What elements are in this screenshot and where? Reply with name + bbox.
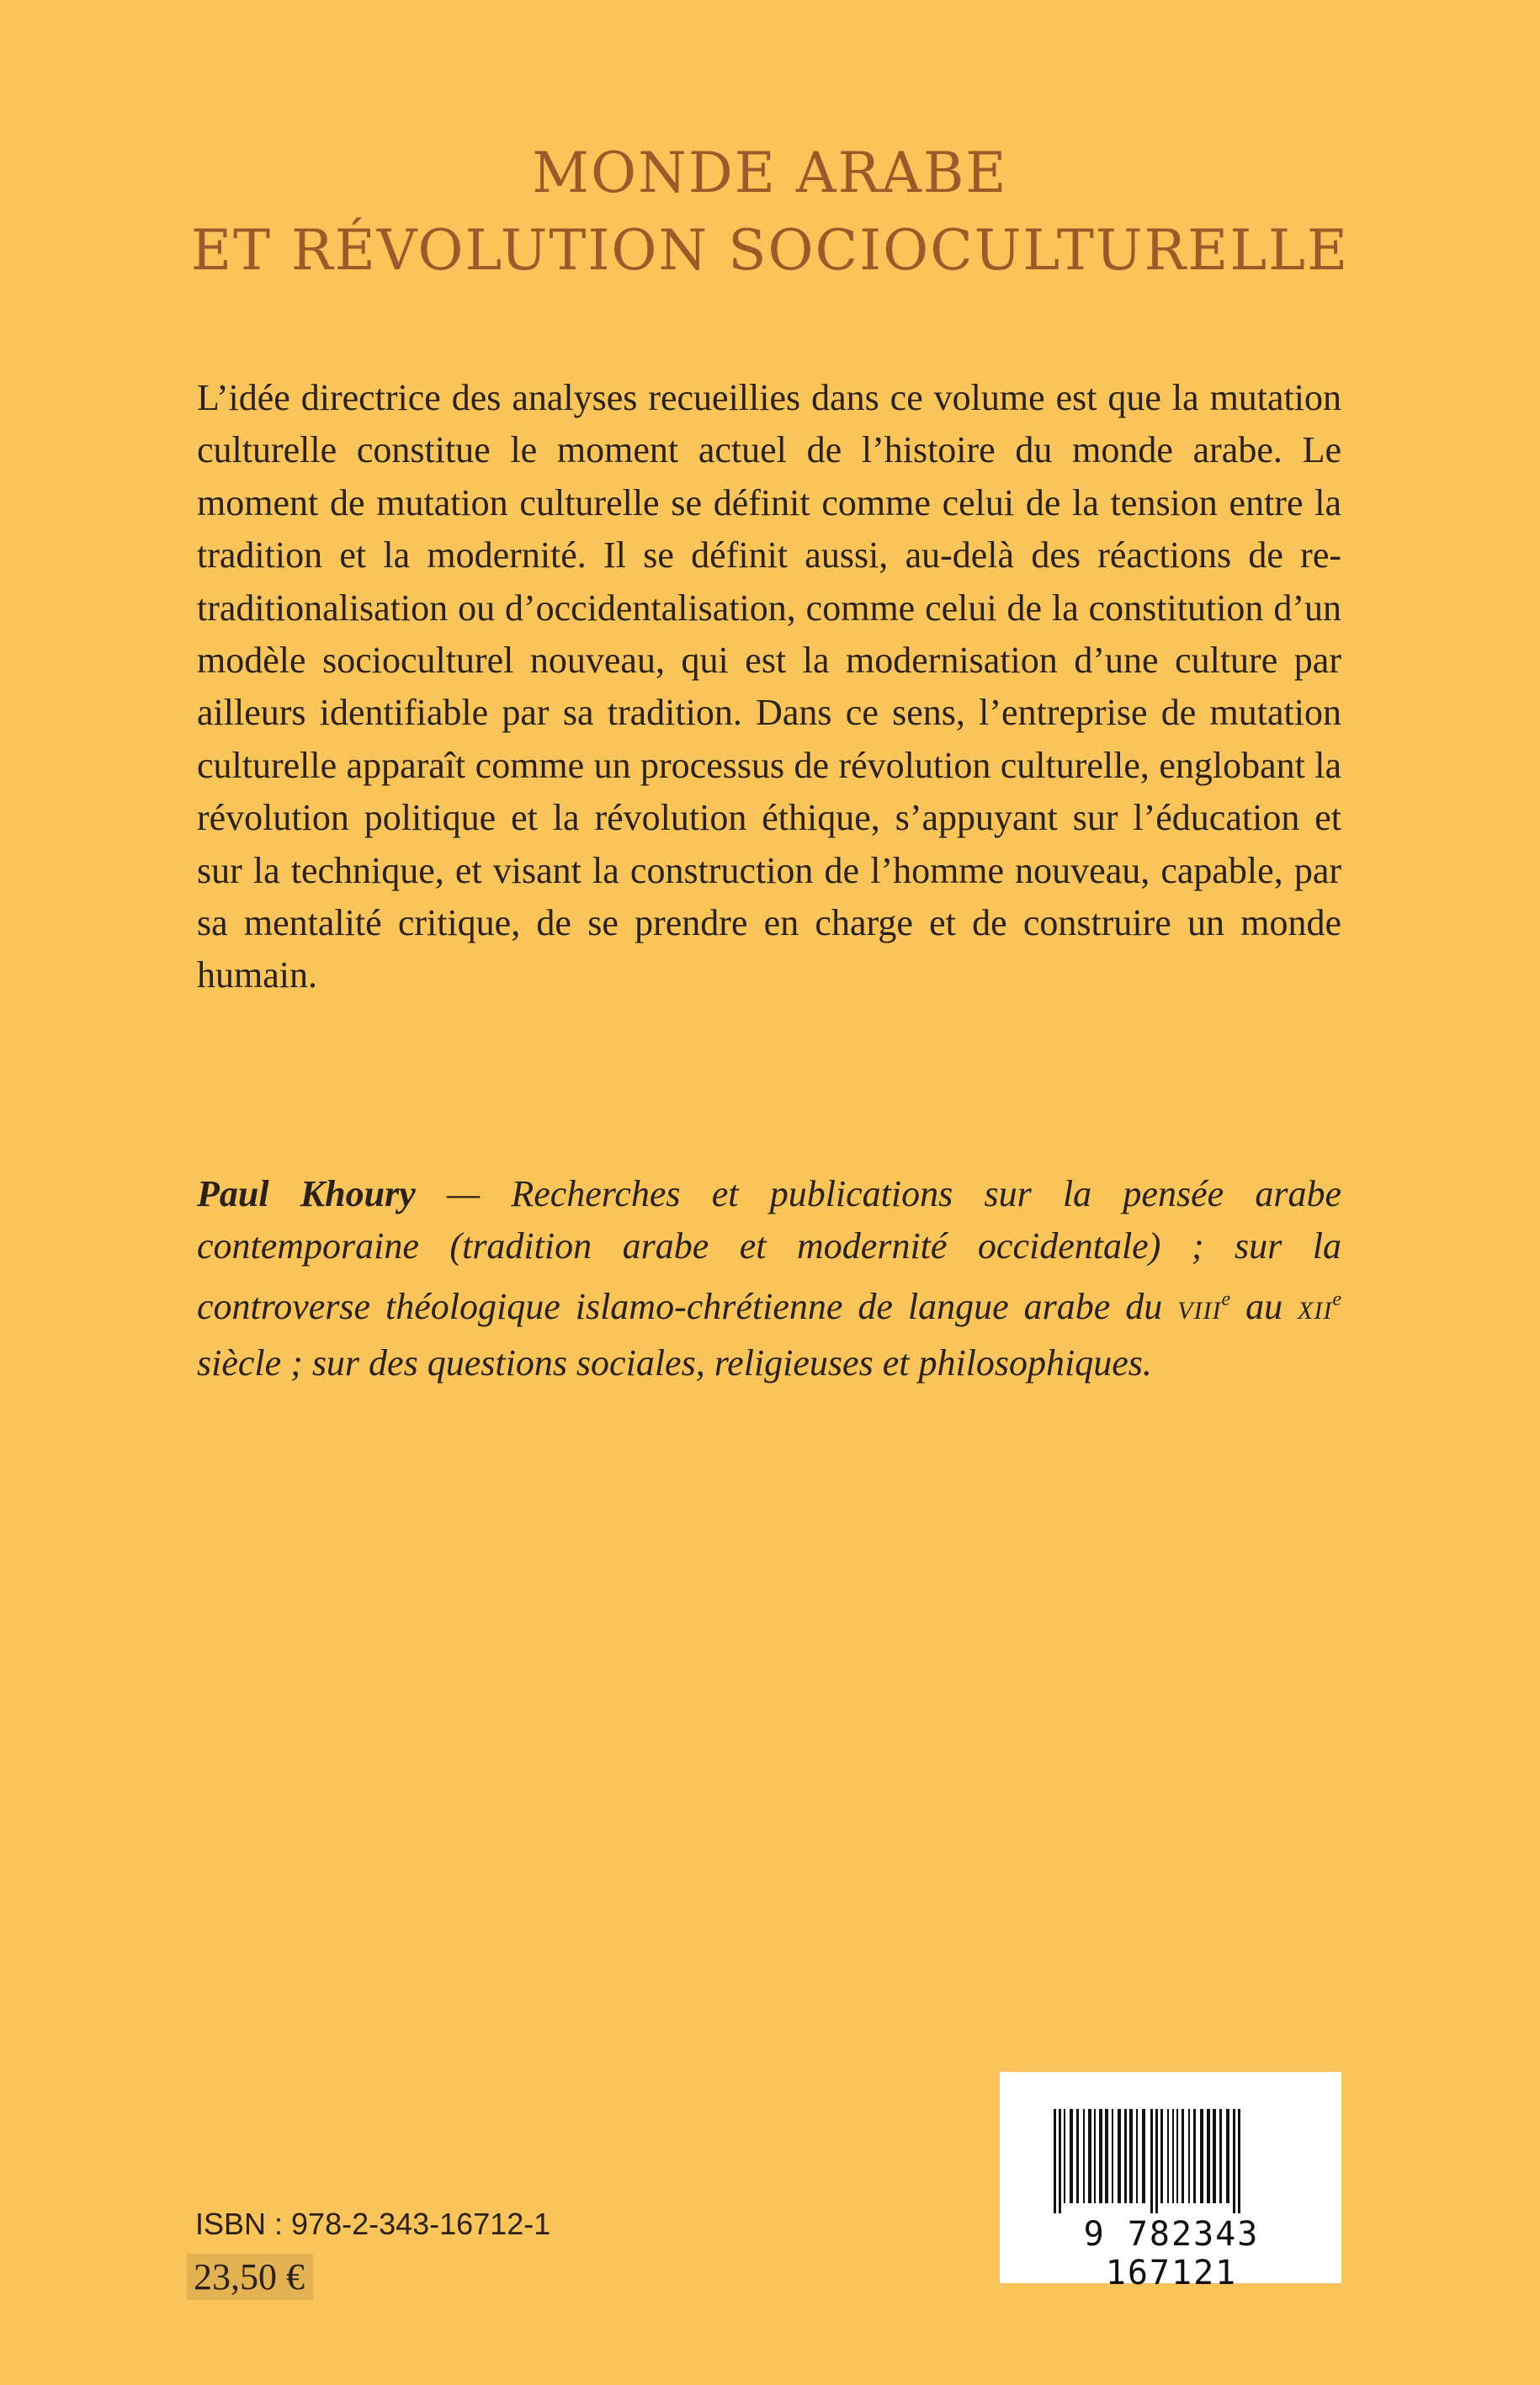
- century-xii-suffix: e: [1332, 1288, 1341, 1310]
- barcode-bar: [1167, 2109, 1169, 2203]
- barcode-bar: [1136, 2109, 1138, 2203]
- barcode-bar: [1118, 2109, 1121, 2203]
- barcode-bar: [1193, 2109, 1196, 2203]
- author-name: Paul Khoury: [197, 1173, 416, 1214]
- barcode-bar: [1207, 2109, 1210, 2203]
- barcode-bar: [1054, 2109, 1056, 2213]
- barcode-bar: [1176, 2109, 1178, 2203]
- author-bio-text-1: Recherches et publications sur la pensée arabe contemporaine (tradition arabe et modernité occidentale) ; sur la controverse théologique islamo-chrétienne de langue arabe du: [197, 1173, 1342, 1327]
- barcode-bar: [1099, 2109, 1102, 2203]
- barcode-bar: [1064, 2109, 1065, 2203]
- barcode-bar: [1129, 2109, 1133, 2203]
- barcode-bar: [1226, 2109, 1229, 2203]
- barcode-bar: [1188, 2109, 1190, 2203]
- isbn: ISBN : 978-2-343-16712-1: [195, 2207, 551, 2241]
- barcode-bar: [1076, 2109, 1079, 2203]
- barcode-bar: [1200, 2109, 1203, 2203]
- barcode-bar: [1088, 2109, 1091, 2203]
- barcode-bar: [1124, 2109, 1127, 2203]
- barcode-bar: [1059, 2109, 1061, 2213]
- barcode-bar: [1070, 2109, 1073, 2203]
- back-cover-blurb: [197, 372, 1341, 1002]
- barcode-bar: [1142, 2109, 1145, 2203]
- barcode-bar: [1150, 2109, 1153, 2213]
- barcode-bar: [1160, 2109, 1163, 2203]
- author-bio: [197, 1168, 1341, 1390]
- author-dash: —: [415, 1173, 512, 1214]
- barcode-bar: [1155, 2109, 1158, 2213]
- barcode-bar: [1238, 2109, 1240, 2213]
- century-xii: XII: [1298, 1296, 1333, 1325]
- barcode-digits: 9 782343 167121: [1083, 2215, 1260, 2292]
- barcode-bar: [1083, 2109, 1085, 2203]
- author-bio-text-2: au: [1230, 1285, 1298, 1327]
- book-title: [0, 135, 1540, 289]
- barcode-bar: [1094, 2109, 1096, 2203]
- author-bio-text-3: siècle ; sur des questions sociales, religieuses et philosophiques.: [197, 1342, 1152, 1384]
- barcode-bar: [1233, 2109, 1235, 2213]
- barcode-bars: [1050, 2109, 1303, 2213]
- barcode-bar: [1172, 2109, 1174, 2203]
- century-viii-suffix: e: [1221, 1288, 1231, 1310]
- price: 23,50 €: [187, 2254, 313, 2300]
- barcode-bar: [1219, 2109, 1222, 2203]
- barcode-bar: [1213, 2109, 1216, 2203]
- barcode-bar: [1182, 2109, 1184, 2203]
- blurb-paragraph: L’idée directrice des analyses recueillies dans ce volume est que la mutation culturelle constitue le moment actuel de l’histoire du monde arabe. Le moment de mutation culturelle se définit comme celui de la tension entre la tradition et la modernité. Il se définit aussi, au-delà des réactions de re-traditionalisation ou d’occidentalisation, comme celui de la constitution d’un modèle socioculturel nouveau, qui est la modernisation d’une culture par ailleurs identifiable par sa tradition. Dans ce sens, l’entreprise de mutation culturelle apparaît comme un processus de révolution culturelle, englobant la révolution politique et la révolution éthique, s’appuyant sur l’éducation et sur la technique, et visant la construction de l’homme nouveau, capable, par sa mentalité critique, de se prendre en charge et de construire un monde humain.: [197, 377, 1341, 996]
- barcode: [1000, 2072, 1341, 2292]
- century-viii: VIII: [1177, 1296, 1222, 1325]
- title-line-1: MONDE ARABE: [532, 141, 1008, 205]
- barcode-bar: [1112, 2109, 1113, 2203]
- barcode-bar: [1105, 2109, 1108, 2203]
- title-line-2: ET RÉVOLUTION SOCIOCULTURELLE: [190, 218, 1350, 283]
